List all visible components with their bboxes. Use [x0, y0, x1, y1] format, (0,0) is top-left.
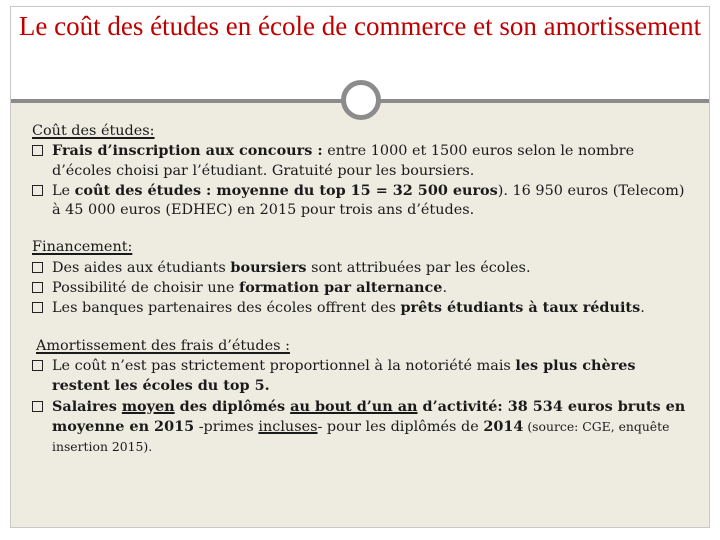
- checkbox-bullet-icon: [32, 145, 43, 156]
- item-text: .: [442, 280, 448, 297]
- item-text: ). 16 950 euros (Telecom) à 45 000 euros (EDHEC) en 2015 pour trois ans d’études.: [52, 182, 685, 219]
- list-item-work-study: [32, 278, 687, 298]
- slide-title: Le coût des études en école de commerce et son amortissement: [18, 11, 702, 41]
- item-bold-text: boursiers: [230, 258, 307, 276]
- list-item-salaries: Salaires moyen des diplômés au bout d’un an d’activité: 38 534 euros bruts en moyenne en 2015 -primes incluses- pour les diplômés de 2014 (source: CGE, enquête insertion 2015).: [32, 397, 687, 458]
- section-heading-amortization: Amortissement des frais d’études :: [36, 337, 290, 354]
- item-bold-text: les plus chères restent les écoles du top 5.: [52, 356, 636, 395]
- slide-body: [32, 122, 687, 457]
- checkbox-bullet-icon: [32, 282, 43, 293]
- source-note: (source: CGE, enquête insertion 2015).: [52, 418, 670, 455]
- item-bold-text: coût des études : moyenne du top 15 = 32 500 euros: [74, 181, 498, 199]
- list-item-student-loans: [32, 298, 687, 318]
- item-bold-text: formation par alternance: [239, 279, 443, 297]
- item-text: .: [640, 300, 645, 317]
- checkbox-bullet-icon: [32, 262, 43, 273]
- item-text: sont attribuées par les écoles.: [306, 259, 531, 276]
- list-item-study-cost: [32, 181, 687, 221]
- section-heading-cost: Coût des études:: [32, 123, 155, 139]
- section-heading-financing: Financement:: [32, 239, 133, 256]
- list-item-notoriety: [32, 356, 687, 397]
- item-prefix: Le: [52, 182, 75, 199]
- item-prefix: Possibilité de choisir une: [52, 280, 239, 297]
- checkbox-bullet-icon: [32, 302, 43, 313]
- item-prefix: Le coût n’est pas strictement proportionnel à la notoriété mais: [52, 357, 516, 374]
- item-prefix: Les banques partenaires des écoles offrent des: [52, 300, 401, 317]
- list-item-grants: [32, 258, 687, 278]
- checkbox-bullet-icon: [32, 401, 43, 412]
- item-prefix: Des aides aux étudiants: [52, 259, 231, 276]
- item-bold-text: prêts étudiants à taux réduits: [400, 299, 641, 317]
- divider-circle-ornament: [341, 80, 381, 120]
- list-item-registration-fees: [32, 141, 687, 181]
- item-bold-text: Frais d’inscription aux concours :: [52, 142, 323, 160]
- item-text: entre 1000 et 1500 euros selon le nombre d’écoles choisi par l’étudiant. Gratuité pour les boursiers.: [52, 143, 635, 179]
- checkbox-bullet-icon: [32, 360, 43, 371]
- checkbox-bullet-icon: [32, 185, 43, 196]
